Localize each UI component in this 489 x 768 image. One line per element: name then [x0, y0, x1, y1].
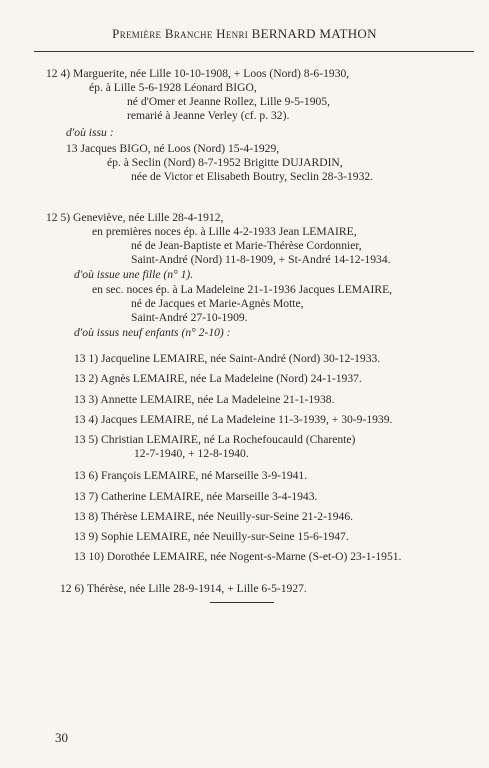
- child-entry: 13 7) Catherine LEMAIRE, née Marseille 3-4-1943.: [74, 490, 318, 503]
- text-line: remarié à Jeanne Verley (cf. p. 32).: [127, 109, 290, 122]
- text-line: né de Jean-Baptiste et Marie-Thérèse Cordonnier,: [131, 239, 362, 252]
- text-line: Saint-André 27-10-1909.: [131, 311, 248, 324]
- child-entry: 13 8) Thérèse LEMAIRE, née Neuilly-sur-Seine 21-2-1946.: [74, 510, 354, 523]
- child-entry: 13 9) Sophie LEMAIRE, née Neuilly-sur-Seine 15-6-1947.: [74, 530, 349, 543]
- page-number: 30: [55, 730, 68, 745]
- header-small-caps: Première Branche Henri: [112, 26, 249, 41]
- text-line: d'où issue une fille (n° 1).: [74, 268, 194, 281]
- header-rule: [34, 51, 474, 52]
- text-line: né d'Omer et Jeanne Rollez, Lille 9-5-1905,: [127, 95, 330, 108]
- text-line: en sec. noces ép. à La Madeleine 21-1-1936 Jacques LEMAIRE,: [92, 283, 393, 296]
- text-line: Saint-André (Nord) 11-8-1909, + St-André 14-12-1934.: [131, 253, 391, 266]
- entry-genevieve: 12 5) Geneviève, née Lille 28-4-1912,: [46, 211, 224, 224]
- text-line: ép. à Lille 5-6-1928 Léonard BIGO,: [89, 81, 257, 94]
- child-entry: 13 10) Dorothée LEMAIRE, née Nogent-s-Marne (S-et-O) 23-1-1951.: [74, 550, 402, 563]
- text-line: née de Victor et Elisabeth Boutry, Seclin 28-3-1932.: [131, 170, 374, 183]
- entry-marguerite: 12 4) Marguerite, née Lille 10-10-1908, + Loos (Nord) 8-6-1930,: [46, 67, 350, 80]
- text-line: né de Jacques et Marie-Agnès Motte,: [131, 297, 304, 310]
- text-line: en premières noces ép. à Lille 4-2-1933 Jean LEMAIRE,: [92, 225, 357, 238]
- text-line: 12-7-1940, + 12-8-1940.: [134, 447, 249, 460]
- header-name: BERNARD MATHON: [251, 26, 377, 41]
- text-line: d'où issus neuf enfants (n° 2-10) :: [74, 326, 231, 339]
- entry-jacques-bigo: 13 Jacques BIGO, né Loos (Nord) 15-4-1929,: [66, 142, 280, 155]
- child-entry: 13 6) François LEMAIRE, né Marseille 3-9-1941.: [74, 469, 308, 482]
- child-entry: 13 3) Annette LEMAIRE, née La Madeleine 21-1-1938.: [74, 393, 335, 406]
- child-entry: 13 2) Agnès LEMAIRE, née La Madeleine (Nord) 24-1-1937.: [74, 372, 362, 385]
- section-separator: [210, 602, 274, 603]
- child-entry: 13 4) Jacques LEMAIRE, né La Madeleine 11-3-1939, + 30-9-1939.: [74, 413, 393, 426]
- child-entry: 13 5) Christian LEMAIRE, né La Rochefoucauld (Charente): [74, 433, 356, 446]
- entry-therese: 12 6) Thérèse, née Lille 28-9-1914, + Lille 6-5-1927.: [60, 582, 307, 595]
- running-header: [0, 26, 489, 42]
- text-line: ép. à Seclin (Nord) 8-7-1952 Brigitte DUJARDIN,: [107, 156, 343, 169]
- child-entry: 13 1) Jacqueline LEMAIRE, née Saint-André (Nord) 30-12-1933.: [74, 352, 381, 365]
- text-line: d'où issu :: [66, 126, 114, 139]
